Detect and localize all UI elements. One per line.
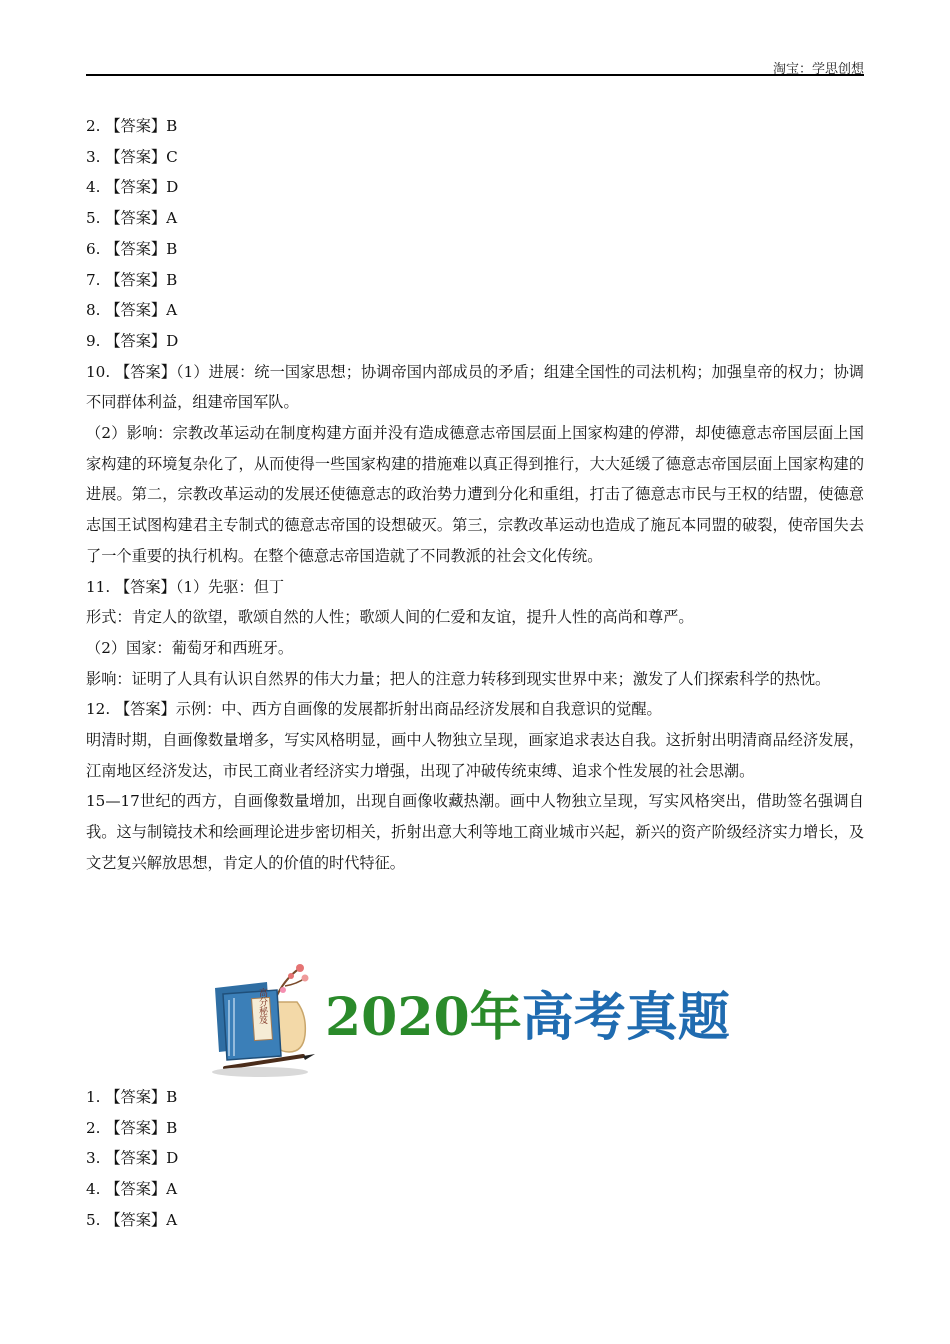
q11-part2: 形式：肯定人的欲望，歌颂自然的人性；歌颂人间的仁爱和友谊，提升人性的高尚和尊严。 — [86, 608, 694, 627]
q10-part2: （2）影响：宗教改革运动在制度构建方面并没有造成德意志帝国层面上国家构建的停滞，却使德意志帝国层面上国家构建的环境复杂化了，从而使得一些国家构建的措施难以真正得到推行，大大延缓了德意志帝国层面上国家构建的进展。第二，宗教改革运动的发展还使德意志的政治势力遭到分化和重组，打击了德意志市民与王权的结盟，使德意志国王试图构建君主专制式的德意志帝国的设想破灭。第三，宗教改革运动也造成了施瓦本同盟的破裂，使帝国失去了一个重要的执行机构。在整个德意志帝国造就了不同教派的社会文化传统。 — [86, 424, 864, 565]
answer-line: 8. 【答案】A — [86, 301, 178, 320]
banner-title — [325, 982, 730, 1054]
q11-part3: （2）国家：葡萄牙和西班牙。 — [86, 638, 294, 657]
answer-line: 5. 【答案】A — [86, 1210, 178, 1229]
answer-line: 4. 【答案】D — [86, 178, 179, 197]
book-illustration-icon — [205, 960, 320, 1080]
q11-part1: 11. 【答案】（1）先驱：但丁 — [86, 577, 285, 596]
answer-section-2020 — [86, 1082, 864, 1236]
answer-line: 9. 【答案】D — [86, 331, 179, 350]
answer-line: 4. 【答案】A — [86, 1180, 178, 1199]
exam-banner — [205, 960, 730, 1080]
answer-line: 7. 【答案】B — [86, 270, 178, 289]
q11-part4: 影响：证明了人具有认识自然界的伟大力量；把人的注意力转移到现实世界中来；激发了人们探索科学的热忱。 — [86, 669, 831, 688]
book-label: 高分秘笈 — [257, 988, 267, 1024]
q10-part1: 10. 【答案】（1）进展：统一国家思想；协调帝国内部成员的矛盾；组建全国性的司法机构；加强皇帝的权力；协调不同群体利益，组建帝国军队。 — [86, 362, 864, 412]
answer-line: 2. 【答案】B — [86, 117, 178, 135]
banner-title-year: 2020年 — [325, 987, 522, 1048]
answer-line: 3. 【答案】C — [86, 147, 178, 166]
answer-line: 3. 【答案】D — [86, 1149, 179, 1168]
answer-line: 2. 【答案】B — [86, 1118, 178, 1137]
header-divider — [86, 74, 864, 76]
q12-part1: 12. 【答案】示例：中、西方自画像的发展都折射出商品经济发展和自我意识的觉醒。 — [86, 700, 662, 719]
q12-part3: 15—17世纪的西方，自画像数量增加，出现自画像收藏热潮。画中人物独立呈现，写实风格突出，借助签名强调自我。这与制镜技术和绘画理论进步密切相关，折射出意大利等地工商业城市兴起，新兴的资产阶级经济实力增长，及文艺复兴解放思想，肯定人的价值的时代特征。 — [86, 792, 864, 872]
q12-part2: 明清时期，自画像数量增多，写实风格明显，画中人物独立呈现，画家追求表达自我。这折射出明清商品经济发展，江南地区经济发达，市民工商业者经济实力增强，出现了冲破传统束缚、追求个性发展的社会思潮。 — [86, 731, 864, 780]
answer-line: 1. 【答案】B — [86, 1088, 178, 1106]
banner-title-rest: 高考真题 — [521, 987, 730, 1048]
answer-section — [86, 111, 864, 879]
answer-line: 5. 【答案】A — [86, 209, 178, 228]
header-text: 淘宝：学思创想 — [772, 62, 864, 77]
answer-line: 6. 【答案】B — [86, 239, 178, 258]
